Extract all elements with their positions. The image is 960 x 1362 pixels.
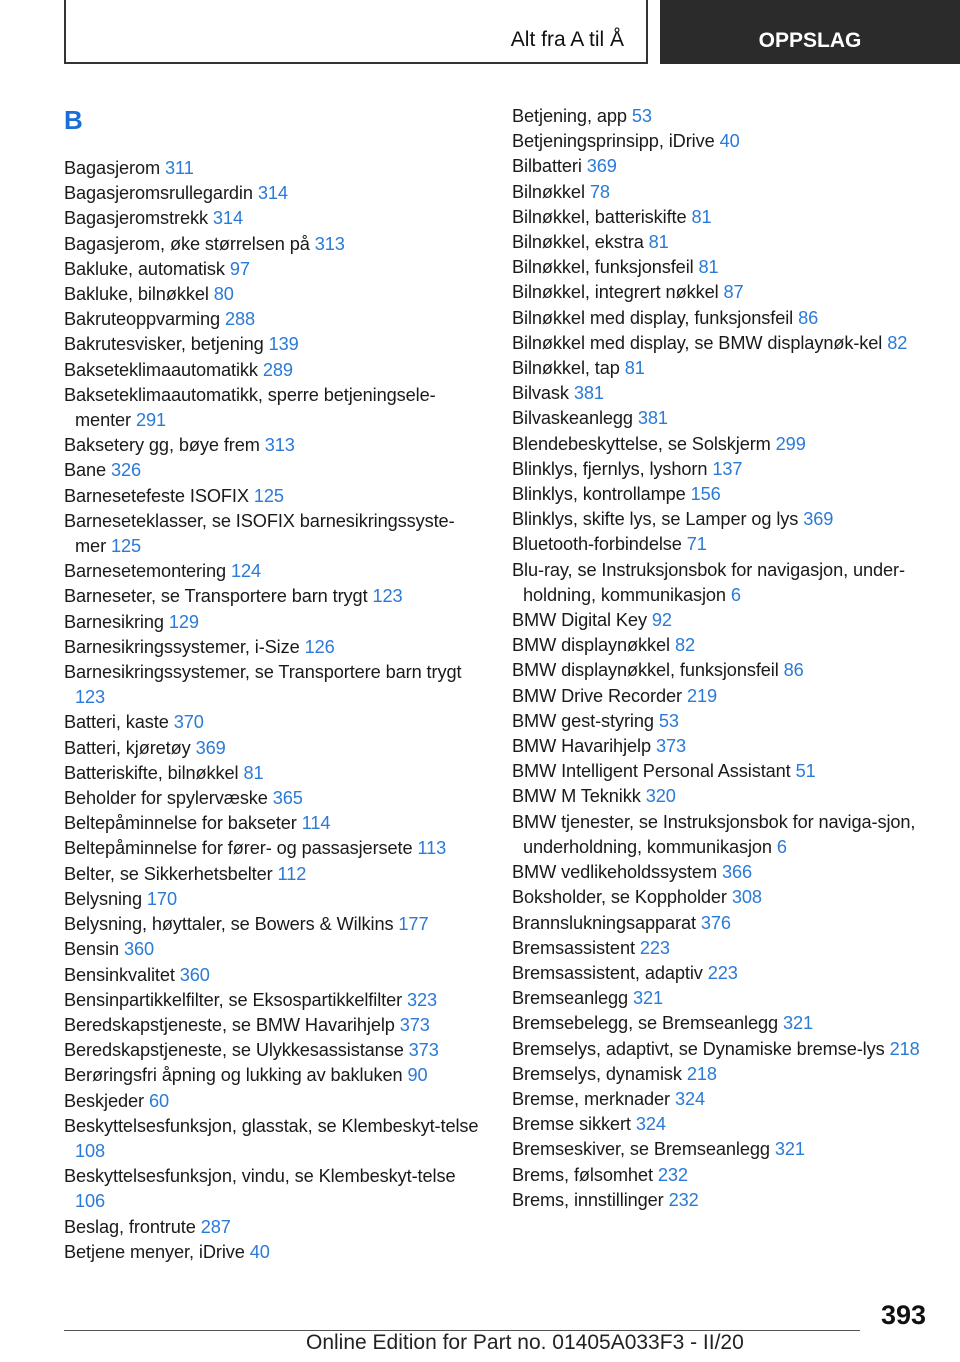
page-link[interactable]: 129 [168,611,199,632]
page-link[interactable]: 125 [253,485,284,506]
section-title: Alt fra A til Å [510,28,624,51]
index-entry-text: Batteri, kjøretøy [64,737,191,758]
index-entry-text: Brems, innstillinger [512,1189,664,1210]
page-link[interactable]: 313 [314,233,345,254]
page-link[interactable]: 324 [635,1114,666,1135]
index-entry [512,1062,942,1087]
page-link[interactable]: 81 [691,206,712,227]
index-entry [64,862,484,887]
page-number: 393 [880,1300,926,1330]
index-entry [512,532,942,557]
index-entry-text: Barneseter, se Transportere barn trygt [64,586,368,607]
index-entry-text: Beredskapstjeneste, se Ulykkesassistanse [64,1040,404,1061]
index-entry [64,206,484,231]
index-entry [512,104,942,129]
page-link[interactable]: 81 [698,257,719,278]
index-entry [64,1114,484,1164]
page-link[interactable]: 80 [213,284,234,305]
index-entry [64,484,484,509]
index-entry [64,332,484,357]
index-entry-text: Bremseanlegg [512,988,629,1009]
index-entry [64,509,484,559]
index-entry-text: Bilnøkkel med display, se BMW displaynøk-kel [512,332,883,353]
page-link[interactable]: 108 [75,1140,106,1161]
index-entry-text: Bilvaskeanlegg [512,408,633,429]
index-entry-text: Blendebeskyttelse, se Solskjerm [512,433,771,454]
page-link[interactable]: 232 [668,1189,699,1210]
page-link[interactable]: 376 [700,912,731,933]
page-link[interactable]: 40 [719,131,740,152]
page-link[interactable]: 373 [408,1040,439,1061]
index-entry [512,129,942,154]
index-entry-text: Bagasjerom, øke størrelsen på [64,233,310,254]
index-entry-text: Beholder for spylervæske [64,788,268,809]
index-entry-text: Beltepåminnelse for fører- og passasjersete [64,838,413,859]
index-entry-text: Bensin [64,939,120,960]
page-link[interactable]: 86 [783,660,804,681]
index-entry [64,836,484,861]
index-entry [64,358,484,383]
index-entry [512,230,942,255]
index-entry [512,986,942,1011]
index-entry [64,963,484,988]
index-entry [512,356,942,381]
index-entry [512,154,942,179]
index-entry [64,635,484,660]
index-entry-text: Blinklys, kontrollampe [512,484,686,505]
page-link[interactable]: 139 [268,334,299,355]
index-entry-text: Bilnøkkel, ekstra [512,232,644,253]
index-entry-text: Bensinpartikkelfilter, se Eksospartikkelfilter [64,989,403,1010]
page-link[interactable]: 323 [407,989,438,1010]
footer-edition: Online Edition for Part no. 01405A033F3 - II/20 [306,1331,744,1354]
index-entry [512,961,942,986]
index-entry [512,1112,942,1137]
index-entry [512,1137,942,1162]
index-entry-text: Berøringsfri åpning og lukking av bakluken [64,1065,403,1086]
page-link[interactable]: 314 [212,208,243,229]
index-entry [512,406,942,431]
index-entry-text: Bilnøkkel, batteriskifte [512,206,687,227]
page-link[interactable]: 71 [686,534,707,555]
section-tab-label: OPPSLAG [758,29,862,52]
page-link[interactable]: 126 [304,636,335,657]
index-column-right [512,104,942,1213]
page-link[interactable]: 320 [645,786,676,807]
index-entry [512,608,942,633]
index-entry [512,180,942,205]
index-entry-text: BMW Havarihjelp [512,736,651,757]
index-entry [512,558,942,608]
index-letter: B [64,105,83,135]
index-entry-text: Barnesikringssystemer, i-Size [64,636,300,657]
index-entry-text: Beredskapstjeneste, se BMW Havarihjelp [64,1014,395,1035]
index-entry [512,482,942,507]
page-link[interactable]: 223 [639,937,670,958]
page-link[interactable]: 321 [782,1013,814,1034]
index-entry [512,457,942,482]
page-link[interactable]: 81 [243,762,264,783]
page-link[interactable]: 313 [264,435,295,456]
index-entry-text: BMW vedlikeholdssystem [512,862,717,883]
page-link[interactable]: 369 [586,156,617,177]
index-entry [64,786,484,811]
index-entry [64,710,484,735]
index-entry-text: BMW Digital Key [512,610,647,631]
index-entry-text: Betjene menyer, iDrive [64,1241,245,1262]
index-entry-text: Bilbatteri [512,156,582,177]
page-link[interactable]: 365 [272,788,303,809]
index-entry [512,1163,942,1188]
page-link[interactable]: 326 [111,460,142,481]
page-link[interactable]: 53 [631,106,652,126]
index-entry-text: Beskyttelsesfunksjon, glasstak, se Klembeskyt-telse [64,1115,479,1136]
page-link[interactable]: 291 [135,410,167,431]
index-entry-text: Betjeningsprinsipp, iDrive [512,131,715,152]
page-link[interactable]: 287 [200,1216,231,1237]
index-entry [64,761,484,786]
page-link[interactable]: 53 [658,710,679,731]
index-entry [512,1087,942,1112]
page-link[interactable]: 6 [730,584,741,605]
page-link[interactable]: 369 [195,737,226,758]
page-link[interactable]: 40 [249,1241,270,1262]
page-link[interactable]: 60 [148,1090,169,1111]
page-link[interactable]: 288 [224,309,256,330]
index-entry-text: BMW Intelligent Personal Assistant [512,761,791,782]
index-entry [64,1013,484,1038]
index-entry [512,684,942,709]
index-entry-text: Betjening, app [512,106,627,126]
index-entry [64,1215,484,1240]
page-link[interactable]: 82 [887,332,908,353]
page-link[interactable]: 373 [399,1014,430,1035]
index-entry-text: Bilnøkkel med display, funksjonsfeil [512,307,794,328]
index-entry [512,885,942,910]
index-entry-text: BMW displaynøkkel, funksjonsfeil [512,660,779,681]
index-entry-text: Beslag, frontrute [64,1216,196,1237]
index-entry [64,1164,484,1214]
index-entry-text: Blinklys, fjernlys, lyshorn [512,458,708,479]
index-entry [512,280,942,305]
page-link[interactable]: 218 [686,1063,717,1084]
index-entry [512,734,942,759]
index-entry [512,784,942,809]
index-entry [64,1063,484,1088]
page-link[interactable]: 219 [686,685,717,706]
page-link[interactable]: 324 [674,1088,706,1109]
page-link[interactable]: 370 [173,712,204,733]
index-entry [64,1240,484,1265]
index-entry [64,282,484,307]
index-entry-text: Bilvask [512,383,569,404]
index-entry-text: Bilnøkkel, tap [512,358,620,379]
page-link[interactable]: 360 [123,939,155,960]
index-entry-text: Bakluke, automatisk [64,258,225,279]
page-link[interactable]: 106 [75,1191,106,1212]
page-link[interactable]: 92 [651,610,672,631]
index-entry [512,381,942,406]
index-entry-text: Baksetery gg, bøye frem [64,435,260,456]
page-link[interactable]: 6 [776,836,787,857]
index-entry [512,936,942,961]
index-entry-text: Bremsassistent [512,937,635,958]
index-entry [64,660,484,710]
index-entry [64,181,484,206]
index-entry [64,559,484,584]
index-entry-text: Bakruteoppvarming [64,309,221,330]
index-entry [64,937,484,962]
index-column-left [64,104,484,1265]
index-entry-text: Barneseteklasser, se ISOFIX barnesikringssyste-mer [64,510,455,557]
index-entry [64,887,484,912]
index-entry-text: Barnesetemontering [64,561,226,582]
page-link[interactable]: 82 [674,635,695,656]
page-link[interactable]: 223 [707,962,738,983]
page-link[interactable]: 299 [775,433,806,454]
page-link[interactable]: 137 [712,458,743,479]
index-entry [64,257,484,282]
index-entry-text: BMW tjenester, se Instruksjonsbok for naviga-sjon, underholdning, kommunikasjon [512,811,916,857]
index-entry-text: Bakrutesvisker, betjening [64,334,264,355]
index-entry-text: Bremseskiver, se Bremseanlegg [512,1139,770,1160]
header-frame [64,0,648,64]
index-entry [64,736,484,761]
page-link[interactable]: 90 [407,1065,428,1086]
index-entry-text: Barnesikringssystemer, se Transportere barn trygt [64,662,462,683]
index-entry [512,306,942,331]
index-entry [64,458,484,483]
index-entry-text: Batteriskifte, bilnøkkel [64,762,239,783]
page-link[interactable]: 87 [723,282,744,303]
page-link[interactable]: 369 [803,509,834,530]
index-entry-text: Beskyttelsesfunksjon, vindu, se Klembeskyt-telse [64,1166,456,1187]
index-entry-text: Bremselys, dynamisk [512,1063,682,1084]
index-entry-text: Belysning, høyttaler, se Bowers & Wilkins [64,914,394,935]
index-entry [512,1188,942,1213]
index-entry-text: BMW gest-styring [512,710,654,731]
index-entry [512,860,942,885]
page-link[interactable]: 314 [257,183,288,204]
index-entry-text: Belysning [64,888,142,909]
page-link[interactable]: 125 [110,536,142,557]
index-list-left [64,156,484,1265]
page-link[interactable]: 170 [146,888,177,909]
index-entry [512,1011,942,1036]
page-link[interactable]: 51 [795,761,816,782]
index-entry [64,383,484,433]
index-entry [64,307,484,332]
index-entry [64,988,484,1013]
page-link[interactable]: 308 [731,887,762,908]
index-entry [512,759,942,784]
page-link[interactable]: 321 [633,988,664,1009]
page-link[interactable]: 289 [262,359,293,380]
index-entry [64,433,484,458]
index-entry-text: Bakseteklimaautomatikk [64,359,258,380]
index-entry [64,156,484,181]
section-tab[interactable] [660,0,960,64]
index-entry-text: BMW displaynøkkel [512,635,670,656]
index-entry [512,709,942,734]
page-link[interactable]: 311 [165,158,194,178]
index-entry-text: Bremsassistent, adaptiv [512,962,703,983]
page-link[interactable]: 86 [798,307,819,328]
page-link[interactable]: 81 [648,232,669,253]
index-entry [512,331,942,356]
index-entry-text: Bagasjeromstrekk [64,208,208,229]
index-entry-text: Batteri, kaste [64,712,169,733]
index-entry-text: Bakseteklimaautomatikk, sperre betjeningsele-menter [64,384,436,431]
index-entry-text: Bremselys, adaptivt, se Dynamiske bremse-lys [512,1038,885,1059]
index-entry [64,811,484,836]
index-entry-text: Bremse, merknader [512,1088,671,1109]
index-entry [512,507,942,532]
page-link[interactable]: 156 [690,484,721,505]
index-entry-text: Belter, se Sikkerhetsbelter [64,863,273,884]
page-link[interactable]: 78 [589,181,610,202]
index-entry [64,232,484,257]
index-entry [64,1089,484,1114]
page-link[interactable]: 232 [657,1164,688,1185]
page-link[interactable]: 373 [655,736,686,757]
page-link[interactable]: 366 [721,862,752,883]
index-entry [512,911,942,936]
index-entry [64,610,484,635]
page-link[interactable]: 97 [229,258,250,279]
page-link[interactable]: 218 [889,1038,920,1059]
index-entry-text: Bagasjerom [64,158,161,178]
index-entry [64,584,484,609]
index-entry-text: Bremse sikkert [512,1114,631,1135]
page-link[interactable]: 114 [301,813,331,834]
index-entry-text: BMW M Teknikk [512,786,641,807]
index-entry [512,658,942,683]
page-link[interactable]: 123 [372,586,403,607]
index-entry [512,255,942,280]
page-link[interactable]: 123 [75,687,106,708]
index-entry [512,1037,942,1062]
index-entry-text: Boksholder, se Koppholder [512,887,727,908]
page-link[interactable]: 360 [179,964,210,985]
index-entry-text: Bane [64,460,107,481]
index-entry [64,912,484,937]
index-list-right [512,104,942,1213]
index-entry-text: Blu-ray, se Instruksjonsbok for navigasjon, under-holdning, kommunikasjon [512,559,905,605]
index-entry [512,432,942,457]
index-entry [512,205,942,230]
page-link[interactable]: 381 [637,408,668,429]
index-entry-text: Bluetooth-forbindelse [512,534,682,555]
page-link[interactable]: 321 [774,1139,805,1160]
page-link[interactable]: 81 [624,358,645,379]
index-entry-text: Brems, følsomhet [512,1164,653,1185]
page-link[interactable]: 177 [398,914,429,935]
page-link[interactable]: 381 [573,383,604,404]
index-entry-text: Bakluke, bilnøkkel [64,284,209,305]
index-entry-text: Beltepåminnelse for bakseter [64,813,297,834]
index-entry-text: Brannslukningsapparat [512,912,696,933]
index-entry-text: Barnesikring [64,611,164,632]
index-entry-text: Bilnøkkel [512,181,585,202]
index-entry-text: Bilnøkkel, funksjonsfeil [512,257,694,278]
index-entry-text: Barnesetefeste ISOFIX [64,485,249,506]
index-entry [512,633,942,658]
page-link[interactable]: 112 [277,863,307,884]
index-entry-text: BMW Drive Recorder [512,685,682,706]
index-entry-text: Bensinkvalitet [64,964,175,985]
page-link[interactable]: 113 [417,838,447,859]
page-link[interactable]: 124 [230,561,261,582]
index-entry [64,1038,484,1063]
index-entry-text: Bagasjeromsrullegardin [64,183,253,204]
index-entry [512,810,942,860]
index-entry-text: Bremsebelegg, se Bremseanlegg [512,1013,779,1034]
index-entry-text: Beskjeder [64,1090,144,1111]
index-entry-text: Blinklys, skifte lys, se Lamper og lys [512,509,799,530]
index-entry-text: Bilnøkkel, integrert nøkkel [512,282,719,303]
